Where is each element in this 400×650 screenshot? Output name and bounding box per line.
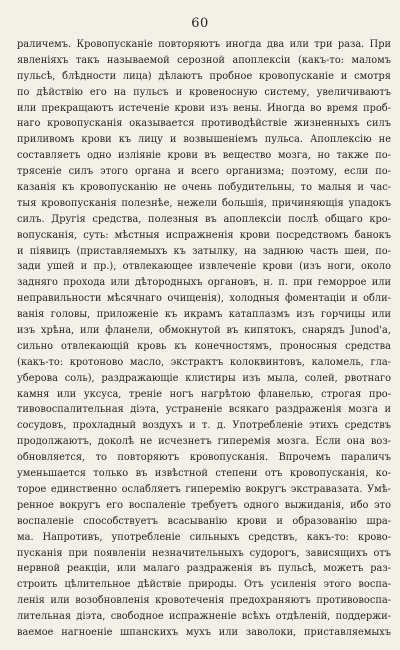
- text-line: раличемъ. Кровопусканіе повторяютъ иногда два или три раза. При: [17, 39, 391, 50]
- text-line: зади ушей и пр.), отвлекающее извлеченіе крови (изъ ноги, около: [17, 261, 391, 273]
- text-line: уменьшается только въ извѣстной степени отъ кровопусканія, ко-: [17, 468, 391, 480]
- text-line: или прекращаютъ истеченіе крови изъ вены. Иногда во время проб-: [17, 102, 391, 114]
- text-line: камня или уксуса, треніе ногъ нагрѣтою фланелью, строгая про-: [17, 388, 391, 400]
- text-line: ленія или возобновленія кровотеченія предохраняютъ противовоспа-: [17, 595, 391, 607]
- body-text: [17, 37, 391, 641]
- text-line: воспаленіе способствуетъ всасыванію крови и образованію шра-: [17, 515, 391, 527]
- text-line: наго кровопусканія оказывается противодѣйствіе жизненныхъ силъ: [17, 118, 391, 130]
- text-line: вопусканія, суть: мѣстныя испражненія крови посредствомъ банокъ: [17, 229, 391, 241]
- text-line: ма. Напротивъ, употребленіе сильныхъ средствъ, какъ-то: крово-: [17, 531, 391, 543]
- text-line: ванія головы, приложеніе къ икрамъ катаплазмъ изъ горчицы или: [17, 309, 391, 321]
- text-line: задняго прохода или дѣтородныхъ органовъ, н. п. при геморрое или: [17, 277, 391, 289]
- text-line: тыя кровопусканія полезнѣе, нежели большія, причиняющія упадокъ: [17, 197, 391, 209]
- text-line: казанія къ кровопусканію не очень побудительны, то малыя и час-: [17, 182, 391, 194]
- text-line: лительная діэта, свободное испражненіе всѣхъ отдѣленій, поддержи-: [17, 611, 391, 623]
- text-line: торое единственно ослабляетъ гиперемію вокругъ экстравазата. Умѣ-: [17, 483, 391, 495]
- text-line: пусканія при появленіи незначительныхъ судорогъ, зависящихъ отъ: [17, 547, 391, 559]
- text-line: нервной реакціи, или малаго раздраженія въ пульсѣ, можетъ раз-: [17, 563, 391, 575]
- text-line: строить цѣлительное дѣйствіе природы. Отъ усиленія этого воспа-: [17, 579, 391, 591]
- text-line: обновляется, то повторяютъ кровопусканія. Впрочемъ параличъ: [17, 452, 391, 464]
- text-line: пульсѣ, блѣдности лица) дѣлаютъ пробное кровопусканіе и смотря: [17, 70, 391, 82]
- text-line: продолжаютъ, доколѣ не исчезнетъ гиперемія мозга. Если она воз-: [17, 436, 391, 448]
- text-line: тивовоспалительная діэта, устраненіе всякаго раздраженія мозга и: [17, 404, 391, 416]
- text-line: сильно отвлекающій кровь къ конечностямъ, проносныя средства: [17, 340, 391, 352]
- text-line: явленіяхъ такъ называемой серозной апоплексіи (какъ-то: маломъ: [17, 54, 391, 66]
- text-line: сосудовъ, прохладный воздухъ и т. д. Употребленіе этихъ средствъ: [17, 420, 391, 432]
- text-line: по дѣйствію его на пульсъ и кровеносную систему, увеличиваютъ: [17, 86, 391, 98]
- text-line: трясеніе силъ этого органа и всего организма; поэтому, если по-: [17, 166, 391, 178]
- text-line: составляетъ одно изліяніе крови въ вещество мозга, но также по-: [17, 150, 391, 162]
- text-line: силъ. Другія средства, полезныя въ апоплексіи послѣ общаго кро-: [17, 213, 391, 225]
- text-line: и піявицъ (приставляемыхъ къ затылку, на заднюю часть шеи, по-: [17, 245, 391, 257]
- text-line: ренное вокругъ его воспаленіе требуетъ одного выжиданія, ибо это: [17, 499, 391, 511]
- text-line: изъ хрѣна, или фланели, обмокнутой въ кипятокъ, снарядъ Junod'а,: [17, 325, 391, 337]
- page-number: 60: [191, 16, 209, 31]
- text-line: ваемое нагноеніе шпанскихъ мухъ или заволоки, приставляемыхъ: [17, 626, 391, 638]
- text-line: (какъ-то: кротоново масло, экстрактъ колоквинтовъ, каломель, гла-: [17, 356, 391, 368]
- text-line: уберова соль), раздражающіе клистиры изъ мыла, солей, рвотнаго: [17, 372, 391, 384]
- text-line: неправильности мѣсячнаго очищенія), холодныя фоментаціи и обли-: [17, 293, 391, 305]
- text-line: приливомъ крови къ лицу и возвышеніемъ пульса. Апоплексію не: [17, 134, 391, 146]
